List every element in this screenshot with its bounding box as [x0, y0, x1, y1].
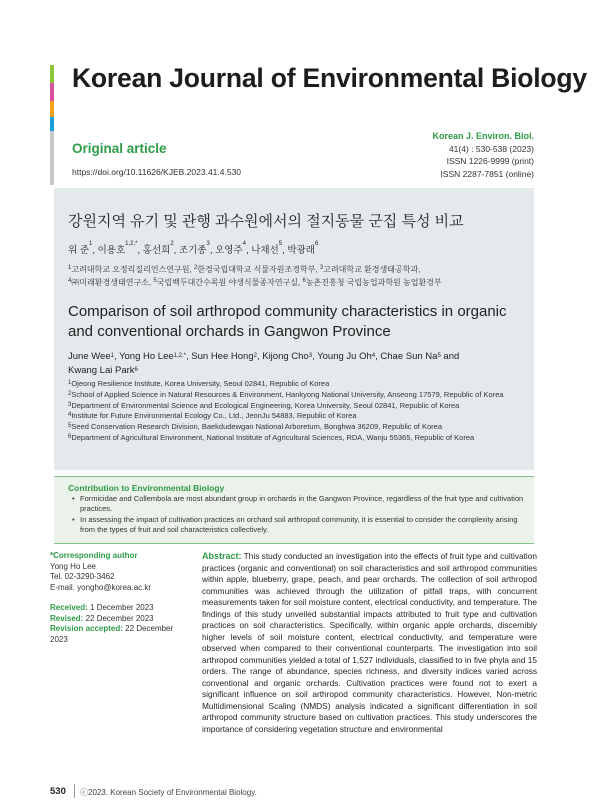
affil-text: Ojeong Resilience Institute, Korea University, Seoul 02841, Republic of Korea: [71, 379, 330, 388]
author-affil-mark: 2: [170, 241, 174, 247]
received-label: Received:: [50, 603, 88, 612]
author-affil-mark: 1,2,*: [173, 353, 186, 359]
accepted-value: 22 December 2023: [50, 624, 174, 644]
author: Kijong Cho: [262, 351, 309, 362]
english-title: Comparison of soil arthropod community characteristics in organic and conventional orchards in Gangwon Province: [68, 303, 507, 340]
affil-mark: 6: [302, 278, 306, 284]
footer-divider: [74, 784, 75, 798]
english-affiliations: [68, 379, 528, 444]
author: Kwang Lai Park: [68, 365, 135, 376]
author: 이용호: [97, 245, 126, 256]
journal-abbrev: Korean J. Environ. Biol.: [432, 131, 534, 141]
corresponding-author-email[interactable]: E-mail. yongho@korea.ac.kr: [50, 582, 152, 592]
affil-mark: 6: [68, 433, 72, 440]
affil-mark: 4: [68, 278, 72, 284]
affil-text: 고려대학교 오정리질리언스연구원,: [71, 265, 194, 274]
korean-affiliations: [68, 263, 442, 289]
accepted-date: [50, 624, 190, 645]
affil-mark: 1: [68, 265, 72, 271]
issn-online: ISSN 2287-7851 (online): [440, 168, 534, 179]
color-bar-gray: [50, 131, 54, 185]
journal-meta: [432, 130, 534, 180]
author: Chae Sun Na: [380, 351, 438, 362]
author: 박광래: [287, 245, 315, 256]
color-bar-green: [50, 65, 54, 83]
contribution-list: [72, 494, 527, 536]
authors-and: and: [440, 351, 460, 362]
affil-text: Institute for Future Environmental Ecology Co., Ltd., JeonJu 54883, Republic of Korea: [71, 411, 357, 421]
affil-mark: 2: [68, 390, 72, 397]
affiliation: [68, 390, 528, 401]
korean-affil-line: [68, 276, 442, 289]
author-affil-mark: 6: [134, 367, 138, 373]
accepted-label: Revision accepted:: [50, 624, 123, 633]
abstract: [202, 551, 537, 735]
contribution-item: • Formicidae and Collembola are most abundant group in orchards in the Gangwon Province, regardless of the fruit type and cultivation practices.: [72, 494, 527, 514]
author: 홍선희: [142, 245, 171, 256]
contribution-item: • In assessing the impact of cultivation practices on orchard soil arthropod community, it is essential to consider the complexity arising from the types of fruit and soil characteristics collectively.: [72, 515, 527, 535]
author: 나채선: [251, 245, 279, 256]
affil-mark: 3: [319, 265, 324, 271]
author: Young Ju Oh: [317, 351, 372, 362]
author-affil-mark: 5: [437, 353, 441, 359]
corresponding-author-name: Yong Ho Lee: [50, 561, 96, 571]
korean-authors: 위 준$^1$, 이용호$^{1,2,*}$, 홍선희$^2$, 조기종$^3$, 오영주$^4$, 나채선$^5$, 박광래$^6$: [68, 241, 319, 256]
affil-text: School of Applied Science in Natural Resources & Environment, Hankyong National University, Anseong 17579, Republic of Korea: [71, 389, 504, 399]
affil-mark: 2: [193, 265, 198, 271]
affil-mark: 5: [68, 423, 72, 430]
affil-text: Seed Conservation Research Division, Baekdudewgan National Arboretum, Bonghwa 36209, Republic of Korea: [71, 422, 442, 432]
author-affil-mark: 1,2,*: [125, 241, 138, 247]
journal-volume: 41(4) : 530-538 (2023): [448, 143, 534, 154]
revised-value: 22 December 2023: [83, 613, 154, 623]
affil-mark: 3: [68, 401, 72, 408]
author: 위 준: [68, 245, 89, 256]
author-affil-mark: 3: [206, 241, 210, 247]
english-authors: June Wee$^1$, Yong Ho Lee$^{1,2,*}$, Sun Hee Hong$^2$, Kijong Cho$^3$, Young Ju Oh$^4$, Chae Sun Na$^5$ and Kwang Lai Park$^6$: [68, 351, 460, 376]
korean-affil-line: [68, 263, 442, 276]
color-bar-orange: [50, 101, 54, 117]
article-type: Original article: [72, 141, 167, 156]
affil-mark: 5: [153, 278, 157, 284]
journal-title: Korean Journal of Environmental Biology: [72, 63, 587, 93]
affiliation: [68, 411, 528, 422]
author: 조기종: [178, 245, 207, 256]
corresponding-author-label: *Corresponding author: [50, 551, 138, 560]
corresponding-author-tel: Tel. 02-3290-3462: [50, 572, 115, 581]
author-affil-mark: 5: [278, 241, 283, 247]
affil-text: ㈜미래환경생태연구소,: [71, 278, 154, 287]
issn-print: ISSN 1226-9999 (print): [446, 156, 534, 166]
affil-text: 국립백두대간수목원 야생식물종자연구실,: [156, 278, 303, 287]
revised-label: Revised:: [50, 613, 84, 623]
affil-text: Department of Agricultural Environment, National Institute of Agricultural Sciences, RDA, Wanju 55365, Republic of Korea: [71, 432, 475, 442]
author-affil-mark: 3: [308, 353, 313, 359]
doi-link[interactable]: https://doi.org/10.11626/KJEB.2023.41.4.530: [72, 167, 242, 177]
article-sidebar: [50, 551, 190, 645]
abstract-label: Abstract:: [202, 551, 242, 561]
revised-date: [50, 614, 190, 625]
affil-text: 한경국립대학교 식물자원조경학부,: [197, 265, 320, 274]
author: Sun Hee Hong: [191, 351, 254, 362]
author-affil-mark: 1: [89, 241, 93, 247]
author: June Wee: [68, 351, 111, 362]
affil-mark: 1: [68, 380, 72, 386]
affil-text: 농촌진흥청 국립농업과학원 농업환경부: [305, 278, 442, 287]
author-affil-mark: 6: [314, 241, 319, 247]
affiliation: [68, 379, 528, 390]
author: 오영주: [215, 245, 243, 256]
affiliation: [68, 433, 528, 444]
page-number: 530: [50, 786, 66, 797]
affiliation: [68, 422, 528, 433]
korean-title: 강원지역 유기 및 관행 과수원에서의 절지동물 군집 특성 비교: [68, 213, 464, 230]
received-value: 1 December 2023: [87, 603, 154, 612]
author: Yong Ho Lee: [119, 351, 174, 362]
affiliation: [68, 401, 528, 412]
affil-text: 고려대학교 환경생태공학과,: [323, 265, 421, 274]
received-date: [50, 603, 190, 614]
author-affil-mark: 2: [253, 353, 257, 359]
contribution-title: Contribution to Environmental Biology: [68, 483, 225, 493]
abstract-text: This study conducted an investigation into the effects of fruit type and cultivation practices (organic and conventional) on soil characteristics and soil arthropod communities within apple, blueberry, grape, peach, and pear orchards. The collection of soil arthropod communities was achieved through the utilization of pitfall traps, with concurrent measurements taken for soil moisture content, electrical conductivity, and temperature. The findings of this study unveiled substantial impacts attributed to fruit type and cultivation practices on soil characteristics. Specifically, within organic apple orchards, discernibly higher levels of soil moisture content, electrical conductivity, and temperature were observed when compared to their conventional counterparts. The investigation into soil arthropod communities yielded a total of 1,527 individuals, classified to in five phyla and 15 orders. The range of abundance, species richness, and diversity indices varied across conventional and organic orchards. Cultivation practices were found not to exert a significant influence on soil arthropod community characteristics. However, Non-metric Multidimensional Scaling (NMDS) analysis indicated a significant differentiation in soil arthropod community structure based on cultivation practices. This study underscores the importance of considering vegetation structure and environmental: [202, 551, 537, 734]
color-bar-pink: [50, 83, 54, 101]
author-affil-mark: 4: [242, 241, 246, 247]
color-bar-blue: [50, 117, 54, 131]
copyright: ⓒ2023. Korean Society of Environmental Biology.: [80, 788, 257, 797]
author-affil-mark: 4: [371, 353, 376, 359]
affil-text: Department of Environmental Science and Ecological Engineering, Korea University, Seoul 02841, Republic of Korea: [71, 400, 460, 410]
author-affil-mark: 1: [110, 353, 114, 359]
affil-mark: 4: [68, 412, 72, 419]
